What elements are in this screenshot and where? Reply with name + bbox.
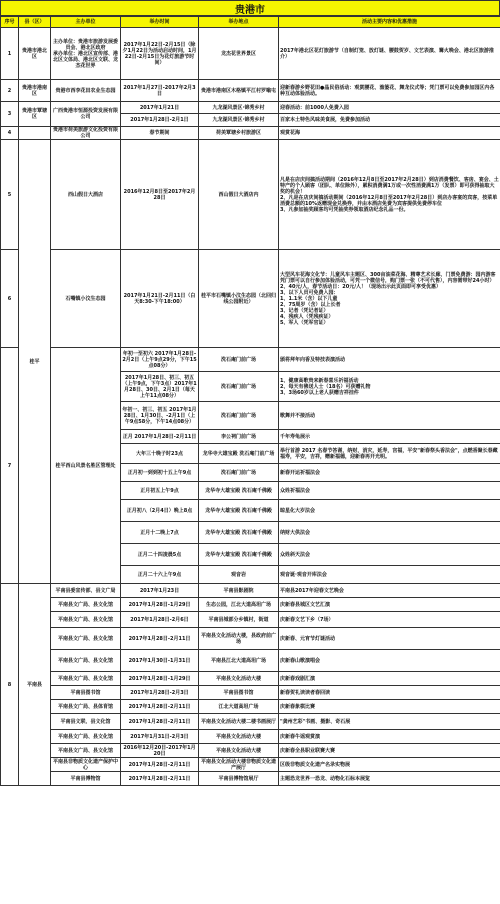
- cell-time: 2016年12月20日-2017年1月20日: [121, 744, 199, 758]
- table-row: [1, 700, 500, 714]
- cell-unit: 平南县委宣传部、县文广局: [51, 584, 121, 598]
- cell-place: 平南县文化活动大楼，县政府前广场: [199, 628, 279, 650]
- cell-content: "龚州艺彩"书画、摄影、奇石展: [279, 714, 500, 730]
- cell-content: 主题恐龙世界一恐龙、动物化石标本展览: [279, 772, 500, 786]
- cell-content: 迎新春游乡野花田●晶民俗活动：观赏腰花、渔篓花、舞龙仪式等；凭门票可以免费参加园区内各种互动体验活动。: [279, 80, 500, 102]
- cell-time: 2017年1月28日-2月11日: [121, 700, 199, 714]
- cell-time: 2017年1月28日-2月6日: [121, 612, 199, 628]
- cell-time: 年初一、初三、初五 2017年1月28日、1月30日、-2月1日（上午9点58分，下午14点08分）: [121, 402, 199, 430]
- table-row: [1, 140, 500, 250]
- cell-time: 正月二十四凌晨5点: [121, 544, 199, 566]
- table-row: [1, 250, 500, 348]
- cell-place: 生态公园，江北大道高坦广场: [199, 598, 279, 612]
- cell-time: 2017年1月30日-1月31日: [121, 650, 199, 672]
- cell-time: 2017年1月28日-2月11日: [121, 714, 199, 730]
- cell-content: 区级非物质文化遗产名录实物展: [279, 758, 500, 772]
- cell-content: 庆新春牛谣观赏演: [279, 730, 500, 744]
- table-row: [1, 348, 500, 372]
- cell-time: 正月初五上午9点: [121, 482, 199, 500]
- cell-content: 庆新春、元宵节灯谜活动: [279, 628, 500, 650]
- cell-place: 荷美覃塘乡村旅游区: [199, 127, 279, 140]
- cell-place: 洗石庵门前广场: [199, 402, 279, 430]
- cell-unit: 平南县文广局、县文化馆: [51, 612, 121, 628]
- cell-place: 平南县文化活动大楼二楼书画展厅: [199, 714, 279, 730]
- table-row: [1, 598, 500, 612]
- cell-content: 大型风车花海文化节：儿童风车主题区、300亩油菜花海、精尊艺术长廊、门票免费游：园内游客凭门票可以自行参加体验活动，可凭一个微信号，购门票一张（不可代售），内容需带好24小时） 2、40元/人，春节活动日：20元/人！（现场出示此页面即可享受优惠） 3、以下人员可免费入园： 1、1.1米（含）以下儿童 2、75周岁（含）以上长者 3、记者（凭记者证） 4、残疾人（凭残疾证） 5、军人（凭军官证）: [279, 250, 500, 348]
- cell-unit: 平南县文广局、县文化馆: [51, 628, 121, 650]
- cell-content: 庆新春县城区文艺汇演: [279, 598, 500, 612]
- cell-unit: 主办单位：贵港市旅游发展委员会、港北区政府 承办单位：港北区宣传部、港北区文体局、港北区文联、龙杰花世界: [51, 28, 121, 80]
- cell-time: 2017年1月28日-2月1日: [121, 114, 199, 127]
- table-row: [1, 80, 500, 102]
- cell-time: 2017年1月31日-2月3日: [121, 730, 199, 744]
- cell-place: 平南县文化活动大楼: [199, 672, 279, 686]
- cell-content: 千年寿龟展示: [279, 430, 500, 444]
- col-header: 县（区）: [19, 17, 51, 28]
- cell-content: 迎春活动：前1000人免费入园: [279, 102, 500, 114]
- cell-content: 颁将拜年向香及特技表演活动: [279, 348, 500, 372]
- cell-time: 2017年1月28日-2月3日: [121, 686, 199, 700]
- cell-time: 2017年1月28日-2月11日: [121, 772, 199, 786]
- cell-unit: 平南县文广局、县文化馆: [51, 650, 121, 672]
- cell-content: 凡是在店庆间搞活动期间（2016年12月8日至2017年2月28日）到店消费餐饮、客房、宴会、土特产的个人顾客（团队、单位除外），累积消费满1万或一次性消费满1万（发票）即可获得抽取大奖的机会！ 2、凡是在店庆间搞活动期间（2016年12月8日至2017年2月28日）到店办客宴的宾客，按菜单消费总额的10%返赠现金兑换券，并由本酒店免费为宾客提供免费停车位 3、凡参加抽奖顾客均可凭抽奖券领取酒店纪念礼品一份。: [279, 140, 500, 250]
- cell-seq: 5: [1, 140, 19, 250]
- cell-content: 晾星化大岁法会: [279, 500, 500, 522]
- cell-time: 正月二十六上午9点: [121, 566, 199, 584]
- cell-county: [19, 127, 51, 140]
- table-header-row: [1, 17, 500, 28]
- table-row: [1, 772, 500, 786]
- cell-place: 李公祠门前广场: [199, 430, 279, 444]
- cell-time: 正月初一到到初十五上午9点: [121, 464, 199, 482]
- cell-place: 龙杰花世界景区: [199, 28, 279, 80]
- cell-content: 庆新春文艺下乡（7场）: [279, 612, 500, 628]
- cell-content: 新春贺礼读读者春回读: [279, 686, 500, 700]
- cell-time: 2017年1月23日: [121, 584, 199, 598]
- cell-seq: 1: [1, 28, 19, 80]
- table-row: [1, 612, 500, 628]
- table-row: [1, 758, 500, 772]
- cell-place: 平南县文化活动大楼非物质文化遗产展厅: [199, 758, 279, 772]
- cell-unit: 平南县文广局、县文化馆: [51, 730, 121, 744]
- cell-unit: 西山假日大酒店: [51, 140, 121, 250]
- cell-unit: 平南县文广局、县文化馆: [51, 598, 121, 612]
- cell-unit: 平南县图书馆: [51, 686, 121, 700]
- cell-content: 庆新春象棋比赛: [279, 700, 500, 714]
- cell-place: 桂平市石嘴镇小汶生态园（北回归线公园附近）: [199, 250, 279, 348]
- cell-content: 2017年港北区花灯旅游节（自制灯笼、放灯谜、腰鼓贺岁、文艺表演、篝火晚会、港北区旅游推介）: [279, 28, 500, 80]
- table-row: [1, 744, 500, 758]
- cell-unit: 平南县文广局、县体育馆: [51, 700, 121, 714]
- cell-seq: 7: [1, 348, 19, 584]
- cell-seq: 6: [1, 250, 19, 348]
- cell-place: 九龙湖风景区·锦秀乡村: [199, 114, 279, 127]
- cell-county: 贵港市港北区: [19, 28, 51, 80]
- cell-time: 正月十二晚上7点: [121, 522, 199, 544]
- cell-unit: 桂平西山风景名胜区管理处: [51, 348, 121, 584]
- cell-content: 庆新春戏剧汇演: [279, 672, 500, 686]
- cell-content: 纳财大供法会: [279, 522, 500, 544]
- cell-content: 观音诞·观音开库法会: [279, 566, 500, 584]
- table-row: [1, 28, 500, 80]
- cell-county: 平南县: [19, 584, 51, 786]
- cell-place: 龙华寺大雄宝殿 洗石庵门前广场: [199, 444, 279, 464]
- cell-unit: 石嘴镇小汶生态园: [51, 250, 121, 348]
- cell-place: 平南县图书馆: [199, 686, 279, 700]
- cell-place: 平南县城部分乡镇村，街道: [199, 612, 279, 628]
- cell-content: 庆新春全县职业联赛大赛: [279, 744, 500, 758]
- col-header: 举办地点: [199, 17, 279, 28]
- table-body: [1, 28, 500, 786]
- sheet-title: 贵港市: [0, 0, 500, 16]
- col-header: 活动主要内容和优惠措施: [279, 17, 500, 28]
- table-row: [1, 672, 500, 686]
- cell-content: 举行首游 2017 名春节答谢，纳财，消灾，延寿，宫福，平安"新春祭头香法会"，点燃香聚长春藏福寿，平安，吉祥，赠新福德，迎新春再开光明。: [279, 444, 500, 464]
- cell-place: 平南县影剧院: [199, 584, 279, 598]
- cell-place: 洗石庵门前广场: [199, 464, 279, 482]
- cell-time: 大年三十晚子时23点: [121, 444, 199, 464]
- cell-content: 观赏花海: [279, 127, 500, 140]
- cell-unit: 广西贵港市恒源投资发展有限公司: [51, 102, 121, 127]
- table-row: [1, 714, 500, 730]
- cell-time: 2016年12月8日至2017年2月28日: [121, 140, 199, 250]
- cell-content: 庆新春山歌演唱会: [279, 650, 500, 672]
- cell-place: 平南县博物馆展厅: [199, 772, 279, 786]
- table-row: [1, 730, 500, 744]
- table-row: [1, 686, 500, 700]
- cell-time: 2017年1月28日-1月29日: [121, 672, 199, 686]
- cell-time: 2017年1月22日-2月15日（除夕1月22日为活动启动时间，1月22日-2月15日为花灯旅游节时间）: [121, 28, 199, 80]
- cell-place: 平南县文化活动大楼: [199, 730, 279, 744]
- cell-time: 年初一至初六 2017年1月28日-2月2日（上午9点29分，下午15点08分）: [121, 348, 199, 372]
- cell-time: 正月初八（2月4日）晚上8点: [121, 500, 199, 522]
- cell-content: 众姓祈福法会: [279, 482, 500, 500]
- cell-content: 平南县2017年迎春文艺晚会: [279, 584, 500, 598]
- cell-place: 江北大道高坦广场: [199, 700, 279, 714]
- cell-place: 九龙湖风景区·锦秀乡村: [199, 102, 279, 114]
- cell-time: 春节期间: [121, 127, 199, 140]
- cell-unit: 平南县文联、县文化馆: [51, 714, 121, 730]
- table-row: [1, 102, 500, 114]
- table-row: [1, 127, 500, 140]
- cell-place: 贵港市港南区木格镇平江村罗嗡屯: [199, 80, 279, 102]
- cell-time: 2017年1月21日: [121, 102, 199, 114]
- cell-seq: 2: [1, 80, 19, 102]
- cell-place: 洗石庵门前广场: [199, 348, 279, 372]
- cell-place: 西山假日大酒店内: [199, 140, 279, 250]
- table-row: [1, 650, 500, 672]
- cell-place: 龙华寺大雄宝殿 洗石庵千佛殿: [199, 544, 279, 566]
- cell-seq: 8: [1, 584, 19, 786]
- cell-unit: 贵港市荷美旅游文化投资有限公司: [51, 127, 121, 140]
- cell-unit: 平南县非物质文化遗产保护中心: [51, 758, 121, 772]
- cell-time: 2017年1月27日-2017年2月3日: [121, 80, 199, 102]
- cell-time: 2017年1月28日-1月29日: [121, 598, 199, 612]
- cell-content: 1、健康高歌贵来新春喜乐祈福活动 2、每天有佛送人士（18名）可获赠礼物 3、3场60岁以上老人获赠吉祥挂件: [279, 372, 500, 402]
- events-table: [0, 16, 500, 786]
- cell-unit: 平南县文广局、县文化馆: [51, 672, 121, 686]
- cell-county: 贵港市覃塘区: [19, 102, 51, 127]
- cell-time: 正月 2017年1月28日-2月11日: [121, 430, 199, 444]
- cell-time: 2017年1月28日-2月11日: [121, 628, 199, 650]
- cell-county: 贵港市港南区: [19, 80, 51, 102]
- cell-content: 歌舞并不接活动: [279, 402, 500, 430]
- cell-place: 平南县江北大道高坦广场: [199, 650, 279, 672]
- cell-content: 众姓斜天法会: [279, 544, 500, 566]
- col-header: 主办单位: [51, 17, 121, 28]
- cell-county: 桂平: [19, 140, 51, 584]
- cell-place: 龙华寺大雄宝殿 洗石庵千佛殿: [199, 522, 279, 544]
- table-row: [1, 584, 500, 598]
- cell-place: 洗石庵门前广场: [199, 372, 279, 402]
- col-header: 举办时间: [121, 17, 199, 28]
- cell-seq: 3: [1, 102, 19, 127]
- cell-place: 龙华寺大雄宝殿 洗石庵千佛殿: [199, 500, 279, 522]
- table-row: [1, 628, 500, 650]
- col-header: 序号: [1, 17, 19, 28]
- cell-content: 新春开运祈福法会: [279, 464, 500, 482]
- cell-place: 龙华寺大雄宝殿 洗石庵千佛殿: [199, 482, 279, 500]
- cell-time: 2017年1月21日-2月11日（白天8:30-下午18:00）: [121, 250, 199, 348]
- cell-seq: 4: [1, 127, 19, 140]
- cell-place: 平南县文化活动大楼: [199, 744, 279, 758]
- cell-unit: 平南县文广局、县文化馆: [51, 744, 121, 758]
- cell-place: 观音岩: [199, 566, 279, 584]
- cell-time: 2017年1月28日-2月11日: [121, 758, 199, 772]
- cell-time: 2017年1月28日、初三、初五（上午9点，下午3点）2017年1月28日、30日、2月1日（每天上午11点08分）: [121, 372, 199, 402]
- cell-unit: 贵港市西李花田农业生态园: [51, 80, 121, 102]
- cell-content: 百家本土特色风味美食展，免费参加活动: [279, 114, 500, 127]
- cell-unit: 平南县博物馆: [51, 772, 121, 786]
